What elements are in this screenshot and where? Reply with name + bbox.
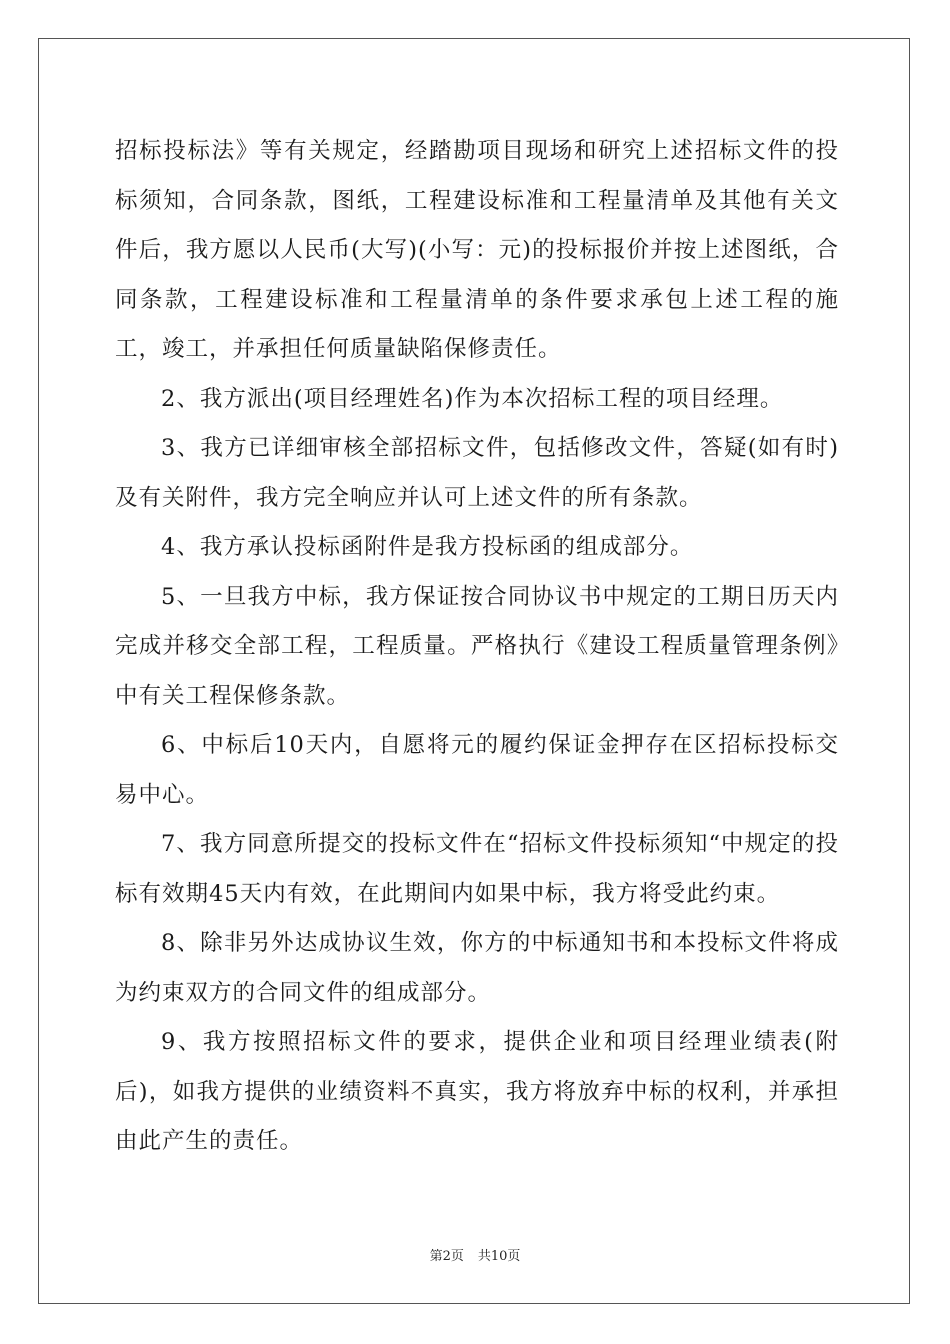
paragraph-item-6: 6、中标后10天内，自愿将元的履约保证金押存在区招标投标交易中心。 <box>115 732 839 808</box>
page-number: 第2页 <box>429 1249 464 1264</box>
page-total: 共10页 <box>477 1249 521 1264</box>
paragraph-item-3: 3、我方已详细审核全部招标文件，包括修改文件，答疑(如有时)及有关附件，我方完全响应并认可上述文件的所有条款。 <box>115 435 839 511</box>
document-body <box>115 127 839 1167</box>
paragraph-item-7: 7、我方同意所提交的投标文件在“招标文件投标须知“中规定的投标有效期45天内有效，在此期间内如果中标，我方将受此约束。 <box>115 831 839 907</box>
paragraph-item-8: 8、除非另外达成协议生效，你方的中标通知书和本投标文件将成为约束双方的合同文件的组成部分。 <box>115 930 839 1006</box>
paragraph-item-9: 9、我方按照招标文件的要求，提供企业和项目经理业绩表(附后)，如我方提供的业绩资料不真实，我方将放弃中标的权利，并承担由此产生的责任。 <box>115 1029 839 1154</box>
page-footer <box>0 1249 950 1265</box>
paragraph-item-5: 5、一旦我方中标，我方保证按合同协议书中规定的工期日历天内完成并移交全部工程，工程质量。严格执行《建设工程质量管理条例》中有关工程保修条款。 <box>115 583 839 709</box>
paragraph-item-2: 2、我方派出(项目经理姓名)作为本次招标工程的项目经理。 <box>161 385 784 412</box>
paragraph-continuation: 招标投标法》等有关规定，经踏勘项目现场和研究上述招标文件的投标须知，合同条款，图纸，工程建设标准和工程量清单及其他有关文件后，我方愿以人民币(大写)(小写：元)的投标报价并按上述图纸，合同条款，工程建设标准和工程量清单的条件要求承包上述工程的施工，竣工，并承担任何质量缺陷保修责任。 <box>115 138 839 362</box>
paragraph-item-4: 4、我方承认投标函附件是我方投标函的组成部分。 <box>161 534 694 560</box>
